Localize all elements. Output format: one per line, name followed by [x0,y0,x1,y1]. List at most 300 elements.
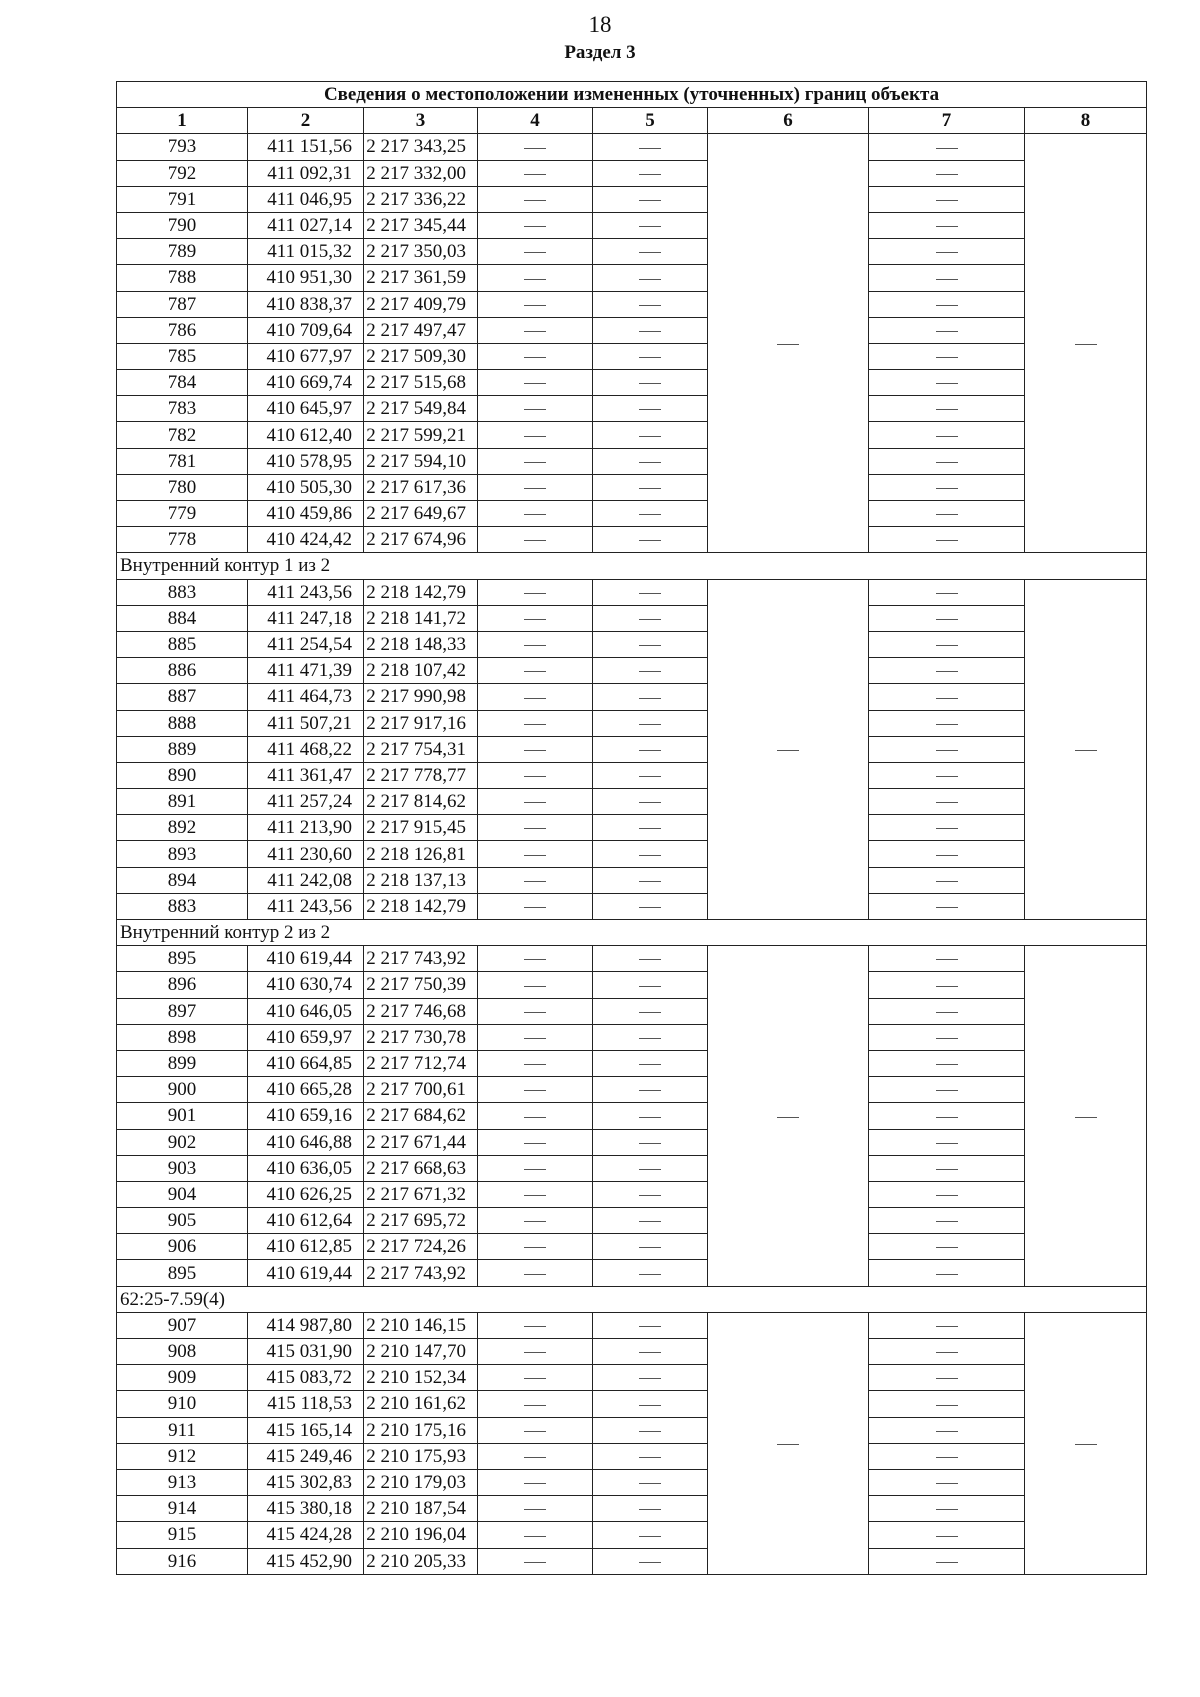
coordinate-y: 2 217 668,63 [364,1155,478,1181]
table-row [117,1522,1147,1548]
coordinate-y: 2 217 778,77 [364,762,478,788]
empty-mark [524,1378,546,1379]
point-number: 788 [117,265,248,291]
empty-mark [936,1326,958,1327]
table-row [117,1103,1147,1129]
coordinate-x: 411 361,47 [248,762,364,788]
table-row [117,1077,1147,1103]
col-5-cell [593,1103,708,1129]
coordinate-y: 2 217 695,72 [364,1208,478,1234]
point-number: 790 [117,212,248,238]
empty-mark [936,1378,958,1379]
col-4-cell [478,893,593,919]
empty-mark [639,619,661,620]
coordinate-y: 2 217 743,92 [364,1260,478,1286]
coordinate-y: 2 217 343,25 [364,134,478,160]
coordinate-x: 411 243,56 [248,579,364,605]
empty-mark [639,1536,661,1537]
table-row [117,631,1147,657]
empty-mark [936,540,958,541]
table-row [117,212,1147,238]
col-5-cell [593,1260,708,1286]
empty-mark [524,1169,546,1170]
coordinate-y: 2 217 350,03 [364,239,478,265]
column-header-row [117,108,1147,134]
col-4-cell [478,1050,593,1076]
column-header-7: 7 [869,108,1025,134]
coordinate-x: 410 619,44 [248,1260,364,1286]
col-8-merged-cell [1025,134,1147,553]
col-4-cell [478,1365,593,1391]
table-row [117,1443,1147,1469]
col-4-cell [478,291,593,317]
empty-mark [524,645,546,646]
point-number: 895 [117,946,248,972]
col-7-cell [869,501,1025,527]
col-4-cell [478,186,593,212]
col-7-cell [869,841,1025,867]
empty-mark [936,514,958,515]
col-5-cell [593,815,708,841]
empty-mark [639,488,661,489]
coordinate-x: 415 452,90 [248,1548,364,1574]
empty-mark [936,1038,958,1039]
col-5-cell [593,1365,708,1391]
col-7-cell [869,946,1025,972]
col-4-cell [478,762,593,788]
table-row [117,1208,1147,1234]
col-5-cell [593,1312,708,1338]
col-7-cell [869,1443,1025,1469]
empty-mark [639,514,661,515]
point-number: 887 [117,684,248,710]
empty-mark [524,357,546,358]
table-row [117,396,1147,422]
coordinate-y: 2 217 724,26 [364,1234,478,1260]
empty-mark [639,645,661,646]
point-number: 778 [117,527,248,553]
col-7-cell [869,1417,1025,1443]
empty-mark [639,881,661,882]
col-5-cell [593,160,708,186]
empty-mark [639,1405,661,1406]
coordinate-y: 2 218 126,81 [364,841,478,867]
coordinate-y: 2 217 332,00 [364,160,478,186]
point-number: 903 [117,1155,248,1181]
empty-mark [936,959,958,960]
empty-mark [639,148,661,149]
empty-mark [524,1562,546,1563]
empty-mark [639,1038,661,1039]
empty-mark [936,1431,958,1432]
table-row [117,291,1147,317]
coordinate-x: 415 083,72 [248,1365,364,1391]
col-7-cell [869,422,1025,448]
table-row [117,160,1147,186]
empty-mark [936,1457,958,1458]
coordinate-x: 410 636,05 [248,1155,364,1181]
point-number: 787 [117,291,248,317]
coordinate-x: 411 257,24 [248,789,364,815]
empty-mark [936,1143,958,1144]
coordinate-y: 2 217 684,62 [364,1103,478,1129]
coordinate-y: 2 217 917,16 [364,710,478,736]
col-4-cell [478,422,593,448]
col-5-cell [593,579,708,605]
col-7-cell [869,1391,1025,1417]
coordinate-x: 415 424,28 [248,1522,364,1548]
coordinate-y: 2 210 187,54 [364,1496,478,1522]
table-row [117,1365,1147,1391]
col-7-cell [869,789,1025,815]
coordinate-x: 410 659,97 [248,1024,364,1050]
point-number: 906 [117,1234,248,1260]
point-number: 893 [117,841,248,867]
empty-mark [524,1117,546,1118]
empty-mark [639,174,661,175]
coordinate-x: 411 027,14 [248,212,364,238]
point-number: 886 [117,658,248,684]
point-number: 910 [117,1391,248,1417]
col-4-cell [478,239,593,265]
table-row [117,501,1147,527]
empty-mark [936,1274,958,1275]
coordinate-y: 2 210 146,15 [364,1312,478,1338]
empty-mark [639,855,661,856]
point-number: 783 [117,396,248,422]
empty-mark [524,174,546,175]
col-5-cell [593,370,708,396]
empty-mark [639,383,661,384]
empty-mark [936,881,958,882]
point-number: 792 [117,160,248,186]
empty-mark [639,252,661,253]
point-number: 883 [117,579,248,605]
col-4-cell [478,1496,593,1522]
point-number: 905 [117,1208,248,1234]
empty-mark [936,383,958,384]
col-4-cell [478,789,593,815]
table-caption: Сведения о местоположении измененных (уточненных) границ объекта [117,82,1147,108]
coordinate-y: 2 210 196,04 [364,1522,478,1548]
column-header-2: 2 [248,108,364,134]
empty-mark [936,671,958,672]
empty-mark [524,1143,546,1144]
col-5-cell [593,1443,708,1469]
table-row [117,1234,1147,1260]
empty-mark [777,750,799,751]
empty-mark [936,986,958,987]
point-number: 884 [117,605,248,631]
table-row [117,1391,1147,1417]
empty-mark [524,959,546,960]
col-6-merged-cell [708,1312,869,1574]
coordinate-y: 2 217 671,32 [364,1181,478,1207]
coordinate-x: 410 505,30 [248,474,364,500]
coordinate-x: 410 578,95 [248,448,364,474]
col-7-cell [869,291,1025,317]
empty-mark [639,540,661,541]
coordinate-x: 410 664,85 [248,1050,364,1076]
empty-mark [524,828,546,829]
empty-mark [639,1195,661,1196]
coordinate-y: 2 217 345,44 [364,212,478,238]
empty-mark [936,645,958,646]
col-7-cell [869,710,1025,736]
coordinate-y: 2 217 712,74 [364,1050,478,1076]
table-row [117,474,1147,500]
point-number: 782 [117,422,248,448]
empty-mark [524,252,546,253]
col-7-cell [869,474,1025,500]
col-4-cell [478,343,593,369]
empty-mark [639,1457,661,1458]
coordinate-y: 2 217 915,45 [364,815,478,841]
col-4-cell [478,1077,593,1103]
section-title: Раздел 3 [564,42,636,63]
col-4-cell [478,1548,593,1574]
col-5-cell [593,1208,708,1234]
point-number: 785 [117,343,248,369]
col-7-cell [869,1103,1025,1129]
empty-mark [524,776,546,777]
empty-mark [524,986,546,987]
coordinate-x: 410 677,97 [248,343,364,369]
col-7-cell [869,1077,1025,1103]
col-5-cell [593,1024,708,1050]
empty-mark [639,409,661,410]
col-5-cell [593,789,708,815]
point-number: 915 [117,1522,248,1548]
coordinate-x: 410 459,86 [248,501,364,527]
page-number: 18 [588,12,612,37]
coordinate-y: 2 217 743,92 [364,946,478,972]
col-4-cell [478,265,593,291]
col-4-cell [478,631,593,657]
group-label: Внутренний контур 1 из 2 [117,553,1147,579]
col-8-merged-cell [1025,946,1147,1286]
empty-mark [524,619,546,620]
empty-mark [936,357,958,358]
empty-mark [524,1195,546,1196]
empty-mark [524,148,546,149]
point-number: 779 [117,501,248,527]
col-4-cell [478,448,593,474]
table-row [117,972,1147,998]
empty-mark [524,881,546,882]
empty-mark [639,986,661,987]
col-5-cell [593,658,708,684]
empty-mark [936,828,958,829]
empty-mark [936,200,958,201]
coordinate-x: 411 507,21 [248,710,364,736]
empty-mark [936,1090,958,1091]
col-7-cell [869,998,1025,1024]
table-row [117,1050,1147,1076]
col-4-cell [478,1443,593,1469]
empty-mark [1075,750,1097,751]
table-row [117,710,1147,736]
col-8-merged-cell [1025,1312,1147,1574]
point-number: 883 [117,893,248,919]
point-number: 901 [117,1103,248,1129]
coordinate-x: 411 213,90 [248,815,364,841]
coordinate-x: 411 464,73 [248,684,364,710]
coordinate-x: 410 424,42 [248,527,364,553]
col-4-cell [478,396,593,422]
col-5-cell [593,684,708,710]
col-5-cell [593,1522,708,1548]
empty-mark [936,698,958,699]
col-5-cell [593,474,708,500]
col-4-cell [478,1391,593,1417]
col-7-cell [869,1365,1025,1391]
empty-mark [524,724,546,725]
coordinate-x: 411 254,54 [248,631,364,657]
table-row [117,605,1147,631]
coordinate-x: 411 243,56 [248,893,364,919]
empty-mark [639,1378,661,1379]
empty-mark [639,959,661,960]
col-5-cell [593,1155,708,1181]
empty-mark [524,462,546,463]
empty-mark [524,1090,546,1091]
empty-mark [524,1352,546,1353]
col-7-cell [869,579,1025,605]
col-7-cell [869,1050,1025,1076]
empty-mark [936,907,958,908]
coordinate-y: 2 217 746,68 [364,998,478,1024]
col-6-merged-cell [708,134,869,553]
empty-mark [639,200,661,201]
table-row [117,1312,1147,1338]
col-7-cell [869,736,1025,762]
coordinate-y: 2 210 179,03 [364,1469,478,1495]
column-header-5: 5 [593,108,708,134]
group-label-row [117,1286,1147,1312]
empty-mark [936,488,958,489]
col-5-cell [593,1234,708,1260]
col-4-cell [478,815,593,841]
empty-mark [524,698,546,699]
empty-mark [639,305,661,306]
col-4-cell [478,1024,593,1050]
table-row [117,998,1147,1024]
col-5-cell [593,317,708,343]
col-5-cell [593,1181,708,1207]
col-7-cell [869,370,1025,396]
col-7-cell [869,1260,1025,1286]
coordinate-y: 2 217 509,30 [364,343,478,369]
empty-mark [936,1221,958,1222]
point-number: 885 [117,631,248,657]
empty-mark [936,1064,958,1065]
coordinate-x: 415 118,53 [248,1391,364,1417]
empty-mark [639,1274,661,1275]
coordinate-y: 2 217 594,10 [364,448,478,474]
col-5-cell [593,736,708,762]
table-row [117,265,1147,291]
empty-mark [524,383,546,384]
col-7-cell [869,186,1025,212]
col-7-cell [869,658,1025,684]
empty-mark [936,1012,958,1013]
col-4-cell [478,1234,593,1260]
point-number: 904 [117,1181,248,1207]
coordinate-x: 411 247,18 [248,605,364,631]
empty-mark [524,226,546,227]
col-5-cell [593,448,708,474]
coordinate-x: 410 619,44 [248,946,364,972]
col-7-cell [869,1469,1025,1495]
empty-mark [524,1247,546,1248]
point-number: 913 [117,1469,248,1495]
coordinate-x: 410 669,74 [248,370,364,396]
empty-mark [639,1090,661,1091]
empty-mark [524,1483,546,1484]
col-5-cell [593,265,708,291]
empty-mark [524,279,546,280]
coordinate-y: 2 217 361,59 [364,265,478,291]
point-number: 898 [117,1024,248,1050]
col-4-cell [478,972,593,998]
col-5-cell [593,1548,708,1574]
point-number: 916 [117,1548,248,1574]
empty-mark [524,671,546,672]
empty-mark [1075,1117,1097,1118]
col-5-cell [593,762,708,788]
coordinate-x: 411 046,95 [248,186,364,212]
coordinate-x: 410 626,25 [248,1181,364,1207]
coordinate-y: 2 210 175,16 [364,1417,478,1443]
col-4-cell [478,212,593,238]
empty-mark [639,1169,661,1170]
col-4-cell [478,317,593,343]
empty-mark [936,252,958,253]
boundary-coordinates-table [116,81,1147,1575]
table-row [117,1260,1147,1286]
coordinate-y: 2 218 142,79 [364,579,478,605]
col-5-cell [593,186,708,212]
empty-mark [936,724,958,725]
empty-mark [524,1221,546,1222]
empty-mark [524,1326,546,1327]
empty-mark [1075,344,1097,345]
empty-mark [524,1405,546,1406]
col-5-cell [593,1077,708,1103]
table-row [117,579,1147,605]
empty-mark [936,279,958,280]
point-number: 784 [117,370,248,396]
coordinate-x: 411 015,32 [248,239,364,265]
coordinate-x: 410 646,05 [248,998,364,1024]
empty-mark [1075,1444,1097,1445]
empty-mark [936,1562,958,1563]
col-4-cell [478,501,593,527]
col-5-cell [593,1339,708,1365]
col-4-cell [478,1469,593,1495]
empty-mark [936,1117,958,1118]
empty-mark [639,671,661,672]
col-4-cell [478,1522,593,1548]
empty-mark [524,1038,546,1039]
point-number: 907 [117,1312,248,1338]
empty-mark [524,907,546,908]
empty-mark [524,436,546,437]
empty-mark [936,226,958,227]
point-number: 911 [117,1417,248,1443]
empty-mark [524,1012,546,1013]
